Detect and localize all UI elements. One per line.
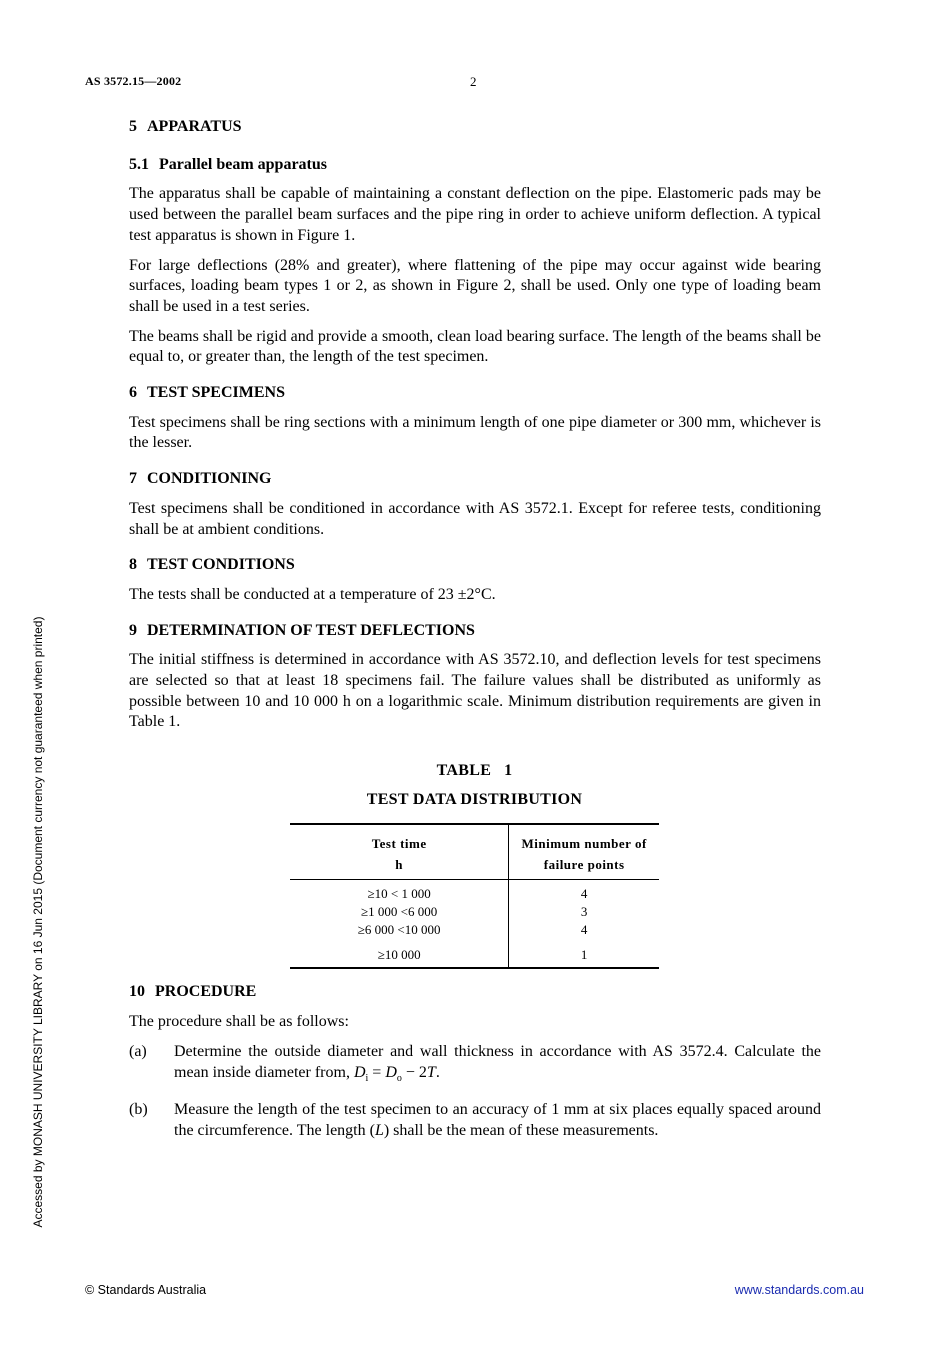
paragraph: The tests shall be conducted at a temperature of 23 ±2°C. [129, 585, 496, 603]
table-title: TEST DATA DISTRIBUTION [366, 791, 583, 808]
cell-failure-points: 3 [580, 904, 588, 919]
document-id: AS 3572.15—2002 [85, 74, 182, 88]
section-10-heading [129, 982, 821, 1003]
list-text [174, 1042, 821, 1090]
formula-sub: o [396, 1073, 402, 1085]
section-title: CONDITIONING [147, 470, 272, 488]
cell-test-time: ≥10 000 [290, 939, 509, 968]
formula-op: = [368, 1064, 386, 1082]
paragraph: The initial stiffness is determined in accordance with AS 3572.10, and deflection levels for test specimens are selected so that at least 18 specimens fail. The failure values shall be distributed as uniformly as possible between 10 and 10 000 h on a logarithmic scale. Minimum distribution requirements are given in Table 1. [129, 651, 821, 731]
footer-copyright: © Standards Australia [85, 1283, 207, 1297]
cell-failure-points: 4 [580, 922, 588, 937]
access-watermark: Accessed by MONASH UNIVERSITY LIBRARY on 16 Jun 2015 (Document currency not guaranteed when printed) [31, 616, 45, 1228]
table-caption [290, 762, 659, 809]
paragraph: Test specimens shall be conditioned in accordance with AS 3572.1. Except for referee tests, conditioning shall be at ambient conditions. [129, 499, 821, 538]
header-line: Minimum number of [521, 836, 647, 851]
paragraph: The beams shall be rigid and provide a smooth, clean load bearing surface. The length of the beams shall be equal to, or greater than, the length of the test specimen. [129, 327, 821, 366]
cell-test-time: ≥1 000 <6 000 [290, 903, 509, 921]
section-number: 10 [129, 983, 145, 1000]
section-title: TEST SPECIMENS [147, 384, 285, 402]
paragraph: For large deflections (28% and greater), where flattening of the pipe may occur against wide bearing surfaces, loading beam types 1 or 2, as shown in Figure 2, shall be used. Only one type of loading beam shall be used in a test series. [129, 256, 821, 315]
column-header-failure-points [509, 824, 659, 880]
page-body-continued [129, 982, 821, 1141]
header-line: failure points [543, 857, 625, 872]
section-5-heading [129, 117, 821, 138]
table-row [290, 921, 659, 939]
section-7-heading [129, 469, 821, 490]
list-text-body: Determine the outside diameter and wall thickness in accordance with AS 3572.4. Calculate the mean inside diameter from, [174, 1043, 821, 1082]
list-label: (b) [129, 1101, 148, 1118]
table [290, 823, 659, 969]
header-line: h [395, 857, 404, 872]
footer-website-link[interactable]: www.standards.com.au [734, 1283, 864, 1297]
table-label: TABLE 1 [436, 762, 513, 779]
section-number: 5.1 [129, 155, 149, 173]
formula-var: L [374, 1121, 384, 1139]
section-8-heading [129, 555, 821, 576]
paragraph: The apparatus shall be capable of maintaining a constant deflection on the pipe. Elastomeric pads may be used between the parallel beam surfaces and the pipe ring in order to achieve uniform deflection. A typical test apparatus is shown in Figure 1. [129, 185, 821, 244]
page-number: 2 [470, 74, 477, 89]
cell-test-time: ≥6 000 <10 000 [290, 921, 509, 939]
section-number: 5 [129, 118, 137, 135]
section-number: 9 [129, 621, 137, 639]
section-5-1-heading [129, 155, 821, 176]
list-item [129, 1042, 821, 1090]
section-number: 6 [129, 384, 137, 402]
table-row [290, 903, 659, 921]
section-title: PROCEDURE [155, 983, 257, 1000]
list-text [174, 1100, 821, 1141]
list-text-body: ) shall be the mean of these measurements. [383, 1121, 659, 1139]
section-title: APPARATUS [147, 118, 242, 135]
section-number: 8 [129, 556, 137, 574]
cell-failure-points: 4 [580, 886, 588, 901]
formula-op: − 2 [401, 1064, 427, 1082]
section-title: DETERMINATION OF TEST DEFLECTIONS [147, 621, 475, 639]
header-line: Test time [371, 836, 427, 851]
section-title: Parallel beam apparatus [159, 155, 327, 173]
section-9-heading [129, 621, 821, 642]
paragraph: The procedure shall be as follows: [129, 1012, 349, 1030]
cell-failure-points: 1 [580, 947, 588, 962]
section-6-heading [129, 383, 821, 404]
list-label: (a) [129, 1043, 147, 1061]
page-body [129, 117, 821, 733]
list-item [129, 1100, 821, 1141]
section-number: 7 [129, 470, 137, 488]
formula-var: T [426, 1064, 436, 1082]
list-text-body: Measure the length of the test specimen to an accuracy of 1 mm at six places equally spaced around the circumference. The length ( [174, 1101, 821, 1139]
section-title: TEST CONDITIONS [147, 556, 295, 574]
paragraph: Test specimens shall be ring sections with a minimum length of one pipe diameter or 300 mm, whichever is the lesser. [129, 413, 821, 452]
test-data-table [290, 823, 659, 969]
table-row [290, 939, 659, 968]
formula-sub: i [365, 1073, 369, 1085]
cell-test-time: ≥10 < 1 000 [290, 880, 509, 904]
column-header-test-time [290, 824, 509, 880]
formula-end: . [435, 1064, 440, 1082]
table-row [290, 880, 659, 904]
formula-var: D [353, 1064, 366, 1082]
formula-var: D [385, 1064, 397, 1082]
